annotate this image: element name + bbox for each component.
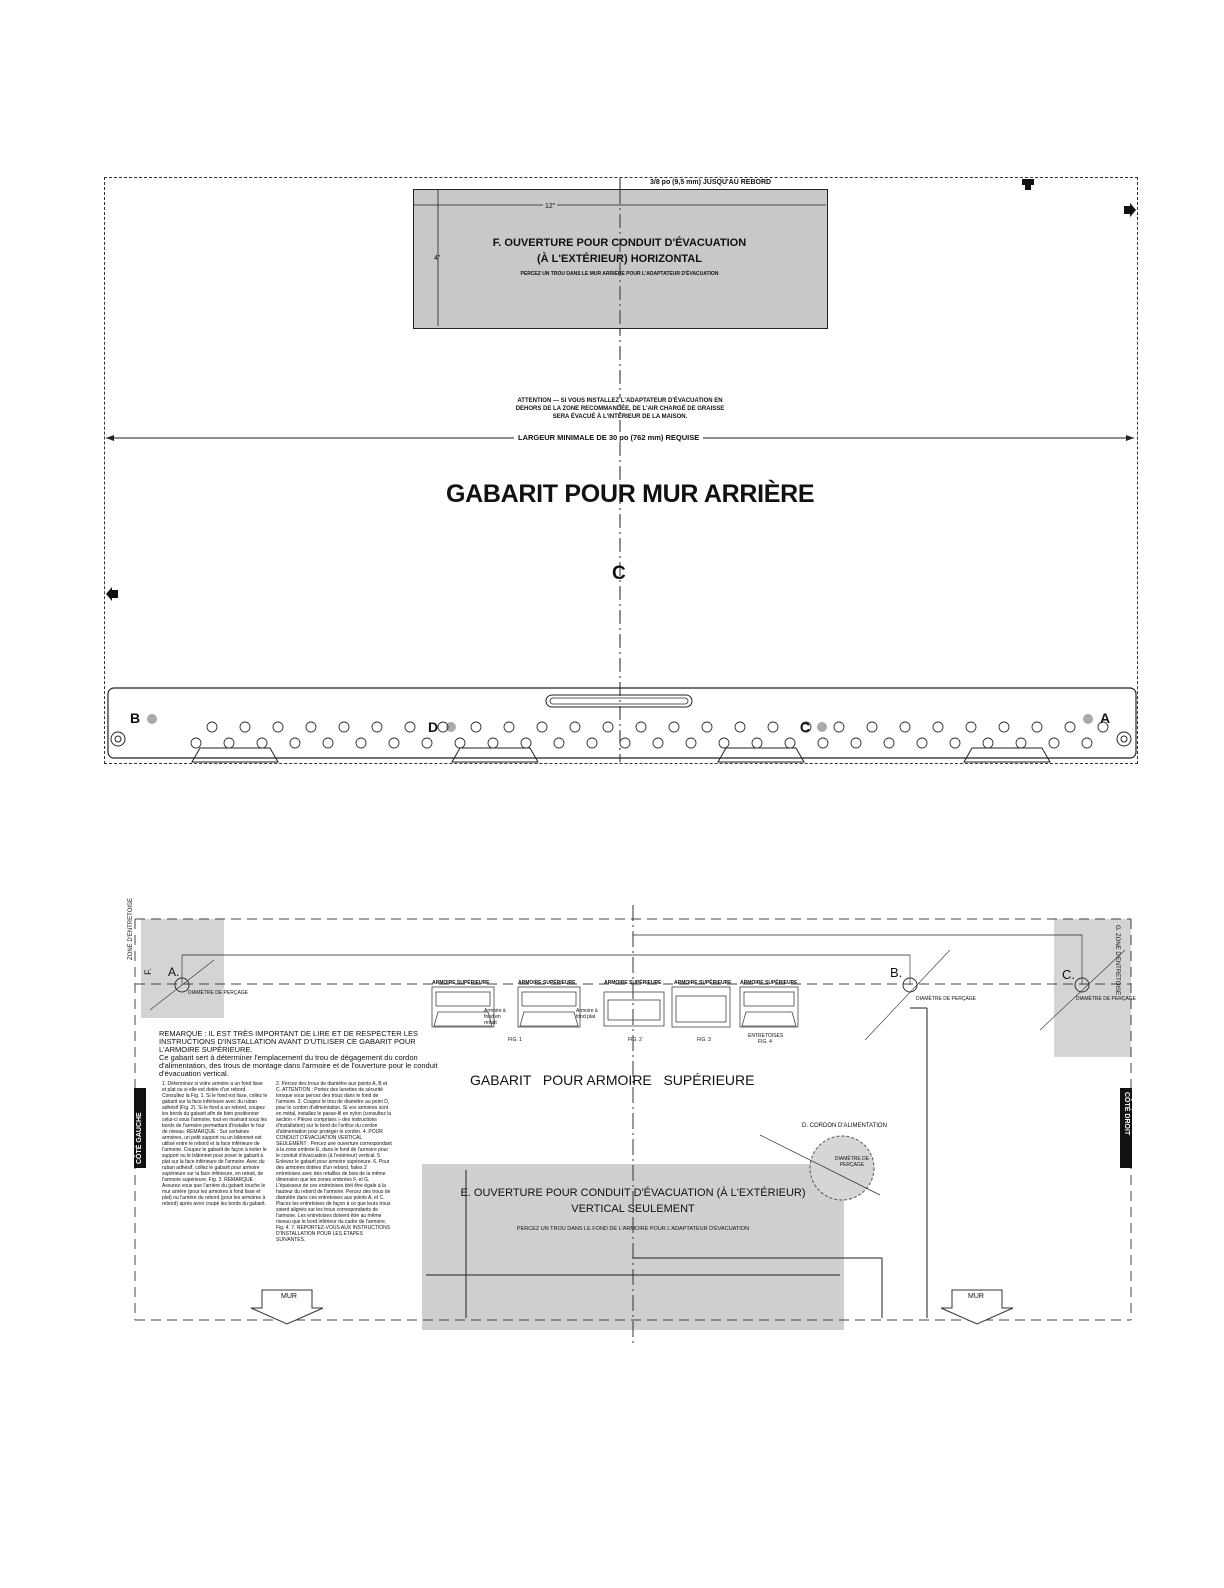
fig4-cabinet-label: ARMOIRE SUPÉRIEURE: [740, 980, 798, 986]
drill-diameter-a: DIAMÈTRE DE PERÇAGE: [188, 990, 249, 996]
point-a-label: A: [1100, 710, 1111, 726]
remark-line-3: L'ARMOIRE SUPÉRIEURE.: [159, 1045, 253, 1054]
point-c-label: C: [800, 719, 811, 735]
opening-f-subtitle: PERCEZ UN TROU DANS LE MUR ARRIÈRE POUR L'ADAPTATEUR D'ÉVACUATION: [520, 271, 719, 277]
warning-line-1: ATTENTION — SI VOUS INSTALLEZ L'ADAPTATEUR D'ÉVACUATION EN: [420, 398, 820, 404]
opening-f-title-2: (À L'EXTÉRIEUR) HORIZONTAL: [537, 253, 702, 265]
side-left-label: CÔTÉ GAUCHE: [136, 1112, 143, 1164]
point-c-label: C.: [1062, 967, 1075, 982]
cabinet-template-title: GABARIT POUR ARMOIRE SUPÉRIEURE: [470, 1072, 755, 1088]
zone-left-label: ZONE D'ENTRETOISE: [128, 897, 134, 960]
zone-left-letter: F.: [143, 967, 153, 975]
drill-diameter-b: DIAMÈTRE DE PERÇAGE: [916, 996, 977, 1002]
fig1-note: Armoire à fond en retrait: [484, 1008, 506, 1026]
fig2-caption: FIG. 2: [628, 1037, 642, 1043]
fig4-caption: FIG. 4: [758, 1039, 772, 1045]
instructions-column-1: 1. Déterminez si votre armoire a un fond lisse et plat ou si elle est dotée d'un rebord. Consultez la Fig. 1. Si le fond est lisse, collez le gabarit sur la face inférieure avec du ruban adhésif (Fig. 2). Si le fond a un rebord, coupez les bords du gabarit afin de bien positionner celui-ci sous l'armoire, tout en insérant sous les bords de l'armoire permettant d'installer le four de niveau. REMARQUE : Sur certaines armoires, un petit support ou un bâtonnet est utilisé entre le rebord et la face inférieure de l'armoire. Coupez le gabarit de façon à éviter le support ou le bâtonnet pour poser le gabarit à plat sur la face inférieure de l'armoire. Avec du ruban adhésif, collez le gabarit pour armoire supérieure sur la face inférieure, en retrait, de l'armoire supérieure, Fig. 3. REMARQUE : Assurez-vous que l'arrière du gabarit touche le mur arrière (pour les armoires à fond lisse et plat) ou l'arrière du rebord (pour les armoires à rebord) après avoir coupé les bords du gabarit.: [162, 1081, 268, 1207]
remark-line-6: d'évacuation vertical.: [159, 1069, 229, 1078]
warning-line-2: DEHORS DE LA ZONE RECOMMANDÉE, DE L'AIR CHARGÉ DE GRAISSE: [420, 406, 820, 412]
fig3a-cabinet-label: ARMOIRE SUPÉRIEURE: [604, 980, 662, 986]
point-b-label: B.: [890, 965, 903, 980]
fig1-cabinet-label: ARMOIRE SUPÉRIEURE: [432, 980, 490, 986]
fig1-caption: FIG. 1: [508, 1037, 522, 1043]
fig2-cabinet-label: ARMOIRE SUPÉRIEURE: [518, 980, 576, 986]
remark-line-1: REMARQUE : IL EST TRÈS IMPORTANT DE LIRE ET DE RESPECTER LES: [159, 1029, 418, 1038]
fig3-caption: FIG. 3: [697, 1037, 711, 1043]
fig2-note: Armoire à fond plat: [576, 1008, 598, 1020]
dim-height-label: 4": [434, 255, 441, 262]
zone-right-label: G. ZONE D'ENTRETOISE: [1114, 925, 1120, 996]
opening-e-title-2: VERTICAL SEULEMENT: [571, 1203, 695, 1215]
warning-line-3: SERA ÉVACUÉ À L'INTÉRIEUR DE LA MAISON.: [420, 414, 820, 420]
flange-note: 3/8 po (9,5 mm) JUSQU'AU REBORD: [650, 179, 772, 186]
side-right-label: CÔTÉ DROIT: [1123, 1092, 1130, 1136]
cord-drill-diameter: DIAMÈTRE DE PERÇAGE: [834, 1156, 870, 1168]
point-b-label: B: [130, 710, 141, 726]
opening-f-title-1: F. OUVERTURE POUR CONDUIT D'ÉVACUATION: [492, 237, 747, 249]
remark-line-4: Ce gabarit sert à déterminer l'emplacement du trou de dégagement du cordon: [159, 1053, 418, 1062]
opening-e-subtitle: PERCEZ UN TROU DANS LE FOND DE L'ARMOIRE POUR L'ADAPTATEUR D'ÉVACUATION: [516, 1226, 750, 1232]
cord-label: D. CORDON D'ALIMENTATION: [802, 1123, 887, 1129]
dim-width-label: 12": [545, 203, 556, 210]
rear-template-title: GABARIT POUR MUR ARRIÈRE: [446, 480, 815, 508]
minimum-width-label: LARGEUR MINIMALE DE 30 po (762 mm) REQUISE: [514, 433, 703, 442]
opening-e-title-1: E. OUVERTURE POUR CONDUIT D'ÉVACUATION (À L'EXTÉRIEUR): [460, 1187, 806, 1199]
instructions-column-2: 2. Percez des trous de diamètre aux points A, B et C. ATTENTION : Portez des lunettes de sécurité lorsque vous percez des trous dans le fond de l'armoire. 3. Coupez le trou de diamètre au point D, pour le cordon d'alimentation. Si vos armoires sont en métal, installez le passe-fil en nylon (consultez la section « Pièces comprises » des instructions d'installation) sur le bord de l'orifice du cordon d'alimentation pour protéger le cordon. 4. POUR CONDUIT D'ÉVACUATION VERTICAL SEULEMENT : Percez une ouverture correspondant à la zone ombrée E, dans le fond de l'armoire pour le conduit d'évacuation (à l'extérieur) vertical. 5. Enlevez le gabarit pour armoire supérieure. 6. Pour des armoires dotées d'un rebord, faites 2 entretoises avec des retailles de bois de la même dimension que les zones ombrées F, et G. L'épaisseur de ces entretoises doit être égale à la hauteur du rebord de l'armoire. Percez des trous de diamètre dans ces entretoises aux points A, et C. Placez les entretoises de façon à ce que leurs trous soient alignés sur les trous correspondants de l'armoire. Les entretoises doivent être au même niveau que le bord inférieur du cadre de l'armoire, Fig. 4. 7. REPORTEZ-VOUS AUX INSTRUCTIONS D'INSTALLATION POUR LES ÉTAPES SUIVANTES.: [276, 1081, 392, 1243]
remark-line-5: d'alimentation, des trous de montage dans l'armoire et de l'ouverture pour le conduit: [159, 1061, 438, 1070]
remark-line-2: INSTRUCTIONS D'INSTALLATION AVANT D'UTILISER CE GABARIT POUR: [159, 1037, 416, 1046]
center-point-label: C: [612, 563, 626, 584]
fig3b-cabinet-label: ARMOIRE SUPÉRIEURE: [674, 980, 732, 986]
wall-right-label: MUR: [968, 1293, 984, 1300]
fig4-note: ENTRETOISES: [748, 1033, 784, 1039]
point-d-label: D: [428, 719, 439, 735]
wall-left-label: MUR: [281, 1293, 297, 1300]
drill-diameter-c: DIAMÈTRE DE PERÇAGE: [1076, 996, 1137, 1002]
point-a-label: A.: [168, 965, 180, 979]
